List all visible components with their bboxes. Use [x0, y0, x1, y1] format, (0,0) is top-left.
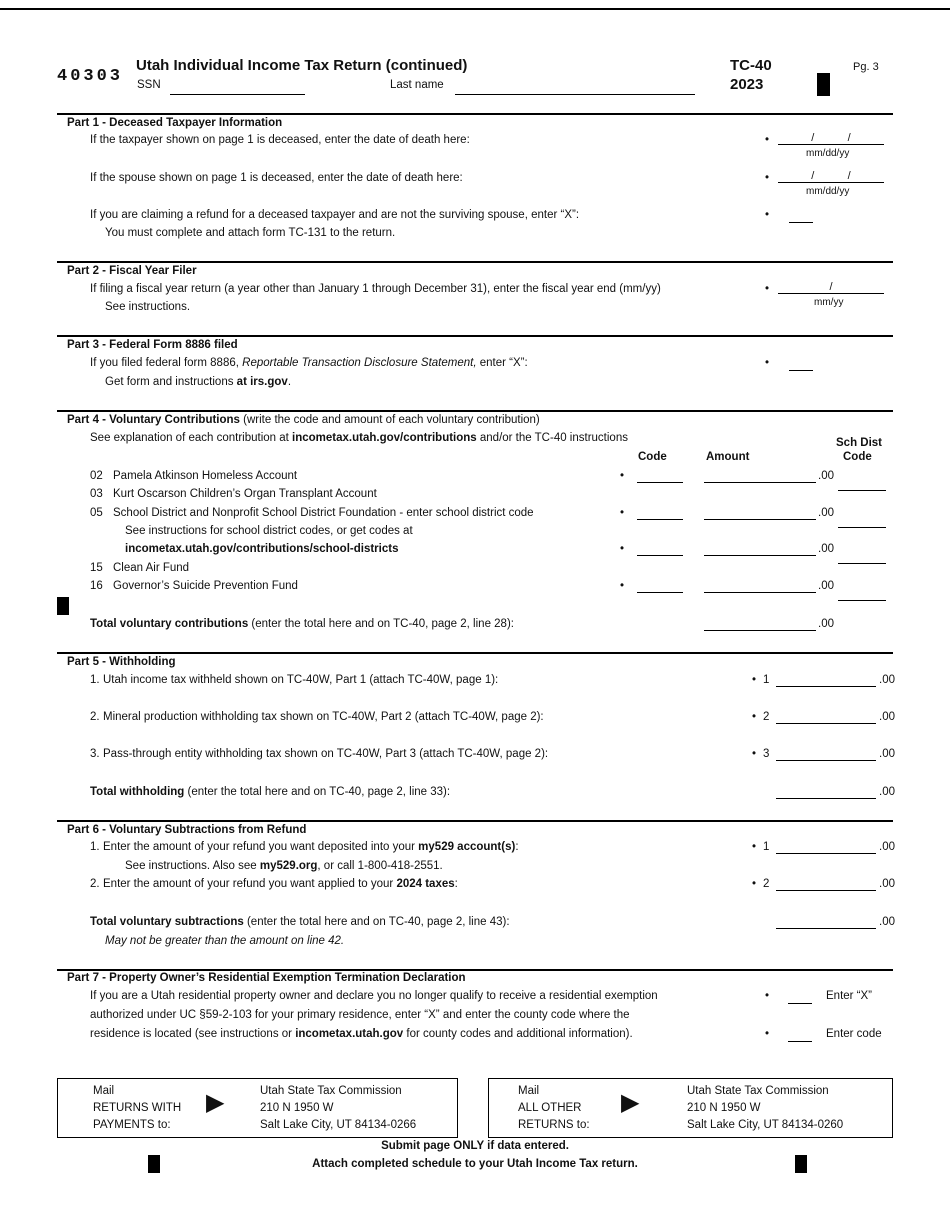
slash-separator: / — [829, 281, 833, 293]
line-number: 3. — [90, 748, 100, 760]
contribution-row3-schdist-field[interactable] — [838, 551, 886, 564]
bullet-marker: • — [752, 878, 757, 890]
part6-line2-start: Enter the amount of your refund you want applied to your — [103, 878, 397, 890]
part5-line2-text: Mineral production withholding tax shown on TC-40W, Part 2 (attach TC-40W, page 2): — [103, 711, 544, 723]
part6-total-restriction-note: May not be greater than the amount on line 42. — [105, 935, 345, 947]
fiscal-year-end-field[interactable] — [778, 279, 884, 294]
withholding-line1-amount-field[interactable] — [776, 674, 876, 687]
bullet-marker: • — [752, 748, 757, 760]
date-format-label: mm/yy — [814, 297, 844, 308]
contribution-code: 02 — [90, 470, 103, 482]
column-header-schdist-code: Code — [843, 451, 872, 463]
total-contributions-amount-field[interactable] — [704, 618, 816, 631]
part5-total-label: Total withholding — [90, 786, 185, 798]
bullet-marker: • — [765, 172, 770, 184]
total-withholding-amount-field[interactable] — [776, 786, 876, 799]
county-code-field[interactable] — [788, 1030, 812, 1042]
mail-address-line: Salt Lake City, UT 84134-0260 — [687, 1119, 844, 1131]
bullet-marker: • — [752, 674, 757, 686]
bullet-marker: • — [765, 357, 770, 369]
deceased-refund-x-field[interactable] — [789, 211, 813, 223]
slash-separator: / — [811, 170, 815, 182]
spouse-death-date-field[interactable] — [778, 168, 884, 183]
part7-line3 — [90, 1028, 633, 1040]
contribution-row1-code-field[interactable] — [637, 470, 683, 483]
contribution-row3-amount-field[interactable] — [704, 543, 816, 556]
school-district-note: See instructions for school district codes, or get codes at — [125, 525, 413, 537]
part6-line1-start: Enter the amount of your refund you want deposited into your — [103, 841, 419, 853]
part3-line — [90, 357, 528, 369]
cents-suffix: .00 — [879, 841, 895, 853]
form8886-x-field[interactable] — [789, 359, 813, 371]
part6-note1-end: , or call 1-800-418-2551. — [317, 860, 443, 872]
refund-to-my529-amount-field[interactable] — [776, 841, 876, 854]
contribution-row1-amount-field[interactable] — [704, 470, 816, 483]
part1-refund-line: If you are claiming a refund for a deceased taxpayer and are not the surviving spouse, enter “X”: — [90, 209, 580, 221]
slash-separator: / — [847, 132, 851, 144]
part7-line2: authorized under UC §59-2-103 for your primary residence, enter “X” and enter the county code where the — [90, 1009, 630, 1021]
incometax-url-text: incometax.utah.gov — [295, 1028, 404, 1040]
part6-line1-end: : — [515, 841, 519, 853]
section-divider — [57, 410, 893, 412]
mail-address-line: Utah State Tax Commission — [260, 1085, 402, 1097]
contribution-row1-schdist-field[interactable] — [838, 478, 886, 491]
withholding-line3-amount-field[interactable] — [776, 748, 876, 761]
part3-form-name: Reportable Transaction Disclosure Statement, — [242, 357, 477, 369]
line-number: 1 — [763, 841, 770, 853]
enter-code-label: Enter code — [826, 1028, 882, 1040]
contribution-row4-amount-field[interactable] — [704, 580, 816, 593]
part4-total-label: Total voluntary contributions — [90, 618, 249, 630]
total-subtractions-amount-field[interactable] — [776, 916, 876, 929]
contributions-url: incometax.utah.gov/contributions — [292, 432, 477, 444]
part7-title: Part 7 - Property Owner’s Residential Exemption Termination Declaration — [67, 972, 466, 984]
contribution-row2-amount-field[interactable] — [704, 507, 816, 520]
bullet-marker: • — [620, 470, 625, 482]
part4-title — [67, 414, 540, 426]
date-format-label: mm/dd/yy — [806, 186, 850, 197]
cents-suffix: .00 — [879, 916, 895, 928]
part3-note — [105, 376, 291, 388]
section-divider — [57, 652, 893, 654]
arrow-right-icon: ▶ — [621, 1089, 640, 1116]
page-title: Utah Individual Income Tax Return (continued) — [136, 57, 468, 74]
line-number: 2. — [90, 878, 100, 890]
bullet-marker: • — [765, 209, 770, 221]
refund-to-2024-taxes-amount-field[interactable] — [776, 878, 876, 891]
column-header-schdist: Sch Dist — [836, 437, 883, 449]
contribution-row3-code-field[interactable] — [637, 543, 683, 556]
column-header-amount: Amount — [706, 451, 750, 463]
part5-line1-text: Utah income tax withheld shown on TC-40W, Part 1 (attach TC-40W, page 1): — [103, 674, 499, 686]
mail-label: Mail — [93, 1085, 115, 1097]
form-code: 40303 — [57, 67, 124, 86]
part6-line2-end: : — [454, 878, 458, 890]
mail-address-line: 210 N 1950 W — [260, 1102, 334, 1114]
section-divider — [57, 261, 893, 263]
part1-title: Part 1 - Deceased Taxpayer Information — [67, 117, 283, 129]
contribution-row4-code-field[interactable] — [637, 580, 683, 593]
contribution-code: 16 — [90, 580, 103, 592]
part5-title: Part 5 - Withholding — [67, 656, 176, 668]
my529-account-text: my529 account(s) — [418, 841, 516, 853]
part5-total-line — [90, 786, 450, 798]
part2-title: Part 2 - Fiscal Year Filer — [67, 265, 197, 277]
cents-suffix: .00 — [818, 507, 834, 519]
mail-returns-with-payments-box — [57, 1078, 458, 1138]
taxpayer-death-date-field[interactable] — [778, 130, 884, 145]
part7-line1: If you are a Utah residential property owner and declare you no longer qualify to receive a residential exemption — [90, 990, 658, 1002]
part7-line3-end: for county codes and additional information). — [403, 1028, 633, 1040]
cents-suffix: .00 — [879, 674, 895, 686]
returns-with-label: RETURNS WITH — [93, 1102, 182, 1114]
part3-line-start: If you filed federal form 8886, — [90, 357, 243, 369]
column-header-code: Code — [638, 451, 667, 463]
part6-total-note: (enter the total here and on TC-40, page 2, line 43): — [243, 916, 510, 928]
bullet-marker: • — [620, 507, 625, 519]
section-divider — [57, 113, 893, 115]
cents-suffix: .00 — [818, 543, 834, 555]
line-number: 2. — [90, 711, 100, 723]
arrow-right-icon: ▶ — [206, 1089, 225, 1116]
part6-note1 — [125, 860, 443, 872]
contribution-label: Clean Air Fund — [113, 562, 190, 574]
ssn-input-line[interactable] — [170, 81, 305, 95]
withholding-line2-amount-field[interactable] — [776, 711, 876, 724]
part4-intro-end: and/or the TC-40 instructions — [476, 432, 628, 444]
bullet-marker: • — [765, 1028, 770, 1040]
cents-suffix: .00 — [879, 711, 895, 723]
part6-line1-text — [103, 841, 519, 853]
section-divider — [57, 335, 893, 337]
page-number: Pg. 3 — [853, 61, 879, 73]
registration-mark — [57, 597, 69, 615]
attach-note: Attach completed schedule to your Utah Income Tax return. — [312, 1158, 638, 1170]
cents-suffix: .00 — [879, 748, 895, 760]
contribution-label: Governor’s Suicide Prevention Fund — [113, 580, 298, 592]
contribution-row2-code-field[interactable] — [637, 507, 683, 520]
bullet-marker: • — [765, 134, 770, 146]
school-district-url: incometax.utah.gov/contributions/school-districts — [125, 543, 399, 555]
bullet-marker: • — [620, 580, 625, 592]
part1-refund-note: You must complete and attach form TC-131 to the return. — [105, 227, 396, 239]
contribution-row4-schdist-field[interactable] — [838, 588, 886, 601]
part7-line3-start: residence is located (see instructions or — [90, 1028, 296, 1040]
bullet-marker: • — [765, 990, 770, 1002]
line-number: 2 — [763, 711, 770, 723]
contribution-label: Pamela Atkinson Homeless Account — [113, 470, 298, 482]
part4-intro-start: See explanation of each contribution at — [90, 432, 293, 444]
part2-line: If filing a fiscal year return (a year other than January 1 through December 31), enter the fiscal year end (mm/yy) — [90, 283, 661, 295]
top-border-line — [0, 8, 950, 10]
part6-title: Part 6 - Voluntary Subtractions from Refund — [67, 824, 307, 836]
part6-note1-start: See instructions. Also see — [125, 860, 260, 872]
part4-intro — [90, 432, 628, 444]
part4-total-line — [90, 618, 514, 630]
payments-to-label: PAYMENTS to: — [93, 1119, 171, 1131]
part3-line-end: enter “X”: — [476, 357, 528, 369]
form-number: TC-40 — [730, 57, 772, 74]
part5-total-note: (enter the total here and on TC-40, page 2, line 33): — [184, 786, 451, 798]
part4-total-note: (enter the total here and on TC-40, page 2, line 28): — [248, 618, 514, 630]
cents-suffix: .00 — [818, 618, 834, 630]
bullet-marker: • — [620, 543, 625, 555]
mail-all-other-returns-box — [488, 1078, 893, 1138]
part3-note-end: . — [287, 376, 292, 388]
part6-total-label: Total voluntary subtractions — [90, 916, 244, 928]
residential-exemption-x-field[interactable] — [788, 992, 812, 1004]
part3-note-start: Get form and instructions — [105, 376, 237, 388]
last-name-input-line[interactable] — [455, 81, 695, 95]
irs-gov-text: at irs.gov — [236, 376, 288, 388]
mail-address-line: Utah State Tax Commission — [687, 1085, 829, 1097]
part4-title-note: (write the code and amount of each voluntary contribution) — [239, 414, 540, 426]
returns-to-label: RETURNS to: — [518, 1119, 590, 1131]
line-number: 1. — [90, 674, 100, 686]
part1-spouse-line: If the spouse shown on page 1 is deceased, enter the date of death here: — [90, 172, 463, 184]
submit-note: Submit page ONLY if data entered. — [381, 1140, 569, 1152]
cents-suffix: .00 — [879, 878, 895, 890]
last-name-label: Last name — [390, 79, 444, 91]
contribution-code: 15 — [90, 562, 103, 574]
part4-title-text: Part 4 - Voluntary Contributions — [67, 414, 240, 426]
registration-mark — [795, 1155, 807, 1173]
enter-x-label: Enter “X” — [826, 990, 873, 1002]
line-number: 3 — [763, 748, 770, 760]
date-format-label: mm/dd/yy — [806, 148, 850, 159]
part3-title: Part 3 - Federal Form 8886 filed — [67, 339, 238, 351]
my529-org-text: my529.org — [259, 860, 318, 872]
part1-taxpayer-line: If the taxpayer shown on page 1 is deceased, enter the date of death here: — [90, 134, 470, 146]
part6-total-line — [90, 916, 510, 928]
bullet-marker: • — [752, 841, 757, 853]
contribution-label: Kurt Oscarson Children’s Organ Transplant Account — [113, 488, 377, 500]
cents-suffix: .00 — [818, 470, 834, 482]
bullet-marker: • — [765, 283, 770, 295]
slash-separator: / — [811, 132, 815, 144]
line-number: 2 — [763, 878, 770, 890]
mail-address-line: 210 N 1950 W — [687, 1102, 761, 1114]
slash-separator: / — [847, 170, 851, 182]
mail-label: Mail — [518, 1085, 540, 1097]
line-number: 1 — [763, 674, 770, 686]
part6-line2-text — [103, 878, 458, 890]
bullet-marker: • — [752, 711, 757, 723]
contribution-label: School District and Nonprofit School District Foundation - enter school district code — [113, 507, 534, 519]
contribution-code: 03 — [90, 488, 103, 500]
cents-suffix: .00 — [818, 580, 834, 592]
section-divider — [57, 820, 893, 822]
cents-suffix: .00 — [879, 786, 895, 798]
ssn-label: SSN — [137, 79, 161, 91]
contribution-row2-schdist-field[interactable] — [838, 515, 886, 528]
contribution-code: 05 — [90, 507, 103, 519]
part5-line3-text: Pass-through entity withholding tax shown on TC-40W, Part 3 (attach TC-40W, page 2): — [103, 748, 549, 760]
all-other-label: ALL OTHER — [518, 1102, 582, 1114]
registration-mark — [817, 73, 830, 96]
taxes-2024-text: 2024 taxes — [396, 878, 455, 890]
mail-address-line: Salt Lake City, UT 84134-0266 — [260, 1119, 417, 1131]
part2-note: See instructions. — [105, 301, 191, 313]
section-divider — [57, 969, 893, 971]
line-number: 1. — [90, 841, 100, 853]
form-year: 2023 — [730, 76, 764, 93]
